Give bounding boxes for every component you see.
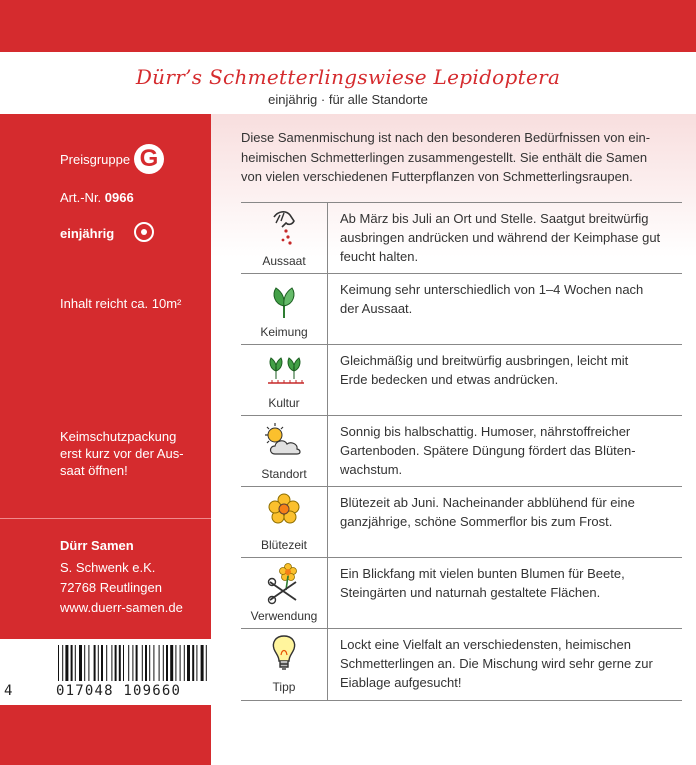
icon-cell	[241, 558, 328, 629]
barcode-digits: 017048 109660	[56, 683, 182, 699]
barcode-bars	[0, 641, 211, 685]
row-label: Blütezeit	[260, 538, 308, 552]
company-city: 72768 Reutlingen	[60, 580, 162, 595]
product-subtitle: einjährig · für alle Standorte	[268, 92, 428, 107]
icon-cell	[241, 203, 328, 274]
row-description	[340, 209, 674, 266]
note-line-2: erst kurz vor der Aus-	[60, 446, 184, 461]
barcode-lead-digit: 4	[4, 683, 13, 699]
company-name: Dürr Samen	[60, 538, 134, 553]
row-description	[340, 635, 674, 692]
lightbulb-icon	[266, 633, 302, 677]
desc-line: Keimung sehr unterschiedlich von 1–4 Wochen nach	[340, 282, 644, 297]
icon-cell	[241, 629, 328, 700]
company-website[interactable]: www.duerr-samen.de	[60, 600, 183, 615]
sidebar	[0, 114, 211, 639]
intro-line-2: heimischen Schmetterlingen zusammengestellt. Sie enthält die Samen	[241, 149, 648, 165]
intro-line-3: von vielen verschiedenen Futterpflanzen von Schmetterlingsraupen.	[241, 169, 633, 184]
icon-cell	[241, 345, 328, 416]
coverage-text: Inhalt reicht ca. 10m²	[60, 296, 182, 311]
desc-line: Blütezeit ab Juni. Nacheinander abblühend für eine	[340, 495, 635, 510]
table-row-verwendung	[241, 557, 682, 629]
table-row-aussaat	[241, 202, 682, 274]
barcode	[0, 639, 211, 705]
main-content	[211, 114, 696, 765]
art-nr-label: Art.-Nr.	[60, 190, 102, 205]
row-description	[340, 280, 674, 318]
seedlings-icon	[266, 349, 306, 393]
table-row-keimung	[241, 273, 682, 345]
company-owner: S. Schwenk e.K.	[60, 560, 156, 575]
row-label: Verwendung	[250, 609, 318, 623]
art-nr-row	[60, 190, 134, 205]
desc-line: Ab März bis Juli an Ort und Stelle. Saatgut breitwürfig	[340, 211, 649, 226]
table-row-kultur	[241, 344, 682, 416]
icon-cell	[241, 274, 328, 345]
desc-line: ausbringen andrücken und während der Keimphase gut	[340, 230, 661, 245]
sprout-icon	[266, 278, 302, 322]
desc-line: Eiablage aufgesucht!	[340, 675, 462, 690]
row-description	[340, 351, 674, 389]
art-nr-value: 0966	[104, 190, 134, 205]
desc-line: Ein Blickfang mit vielen bunten Blumen für Beete,	[340, 566, 625, 581]
desc-line: Schmetterlingen an. Die Mischung wird sehr gerne zur	[340, 656, 653, 671]
desc-line: der Aussaat.	[340, 301, 413, 316]
bottom-red-band	[0, 705, 211, 765]
desc-line: wachstum.	[340, 462, 403, 477]
row-label: Standort	[261, 467, 307, 481]
desc-line: Erde bedecken und etwas andrücken.	[340, 372, 559, 387]
icon-cell	[241, 416, 328, 487]
product-title: Dürr’s Schmetterlingswiese Lepidoptera	[135, 65, 561, 89]
row-label: Aussaat	[262, 254, 306, 268]
flower-icon	[266, 491, 302, 535]
sidebar-divider	[0, 518, 211, 519]
note-line-3: saat öffnen!	[60, 463, 128, 478]
note-line-1: Keimschutzpackung	[60, 429, 177, 444]
desc-line: feucht halten.	[340, 249, 419, 264]
row-description	[340, 564, 674, 602]
desc-line: Gleichmäßig und breitwürfig ausbringen, leicht mit	[340, 353, 629, 368]
row-description	[340, 493, 674, 531]
table-row-standort	[241, 415, 682, 487]
row-label: Kultur	[268, 396, 300, 410]
scissors-flower-icon	[266, 562, 306, 606]
intro-line-1: Diese Samenmischung ist nach den besonderen Bedürfnissen von ein-	[241, 130, 651, 145]
row-description	[340, 422, 674, 479]
intro-text	[241, 128, 686, 187]
desc-line: Sonnig bis halbschattig. Humoser, nährstoffreicher	[340, 424, 631, 439]
desc-line: ganzjährige, schöne Sommerflor bis zum Frost.	[340, 514, 613, 529]
table-row-tipp	[241, 628, 682, 701]
desc-line: Steingärten und naturnah gestaltete Flächen.	[340, 585, 601, 600]
price-group-label: Preisgruppe	[60, 152, 131, 167]
sun-cloud-icon	[261, 420, 305, 464]
hand-sowing-icon	[266, 207, 302, 251]
table-row-bluetezeit	[241, 486, 682, 558]
top-red-band	[0, 0, 696, 52]
lifecycle-label: einjährig	[60, 226, 115, 241]
desc-line: Lockt eine Vielfalt an verschiedensten, heimischen	[340, 637, 631, 652]
desc-line: Gartenboden. Spätere Düngung fördert das Blüten-	[340, 443, 636, 458]
row-label: Keimung	[260, 325, 308, 339]
annual-symbol-icon	[134, 222, 154, 242]
icon-cell	[241, 487, 328, 558]
row-label: Tipp	[272, 680, 296, 694]
price-group-badge: G	[134, 144, 164, 174]
header	[0, 52, 696, 114]
